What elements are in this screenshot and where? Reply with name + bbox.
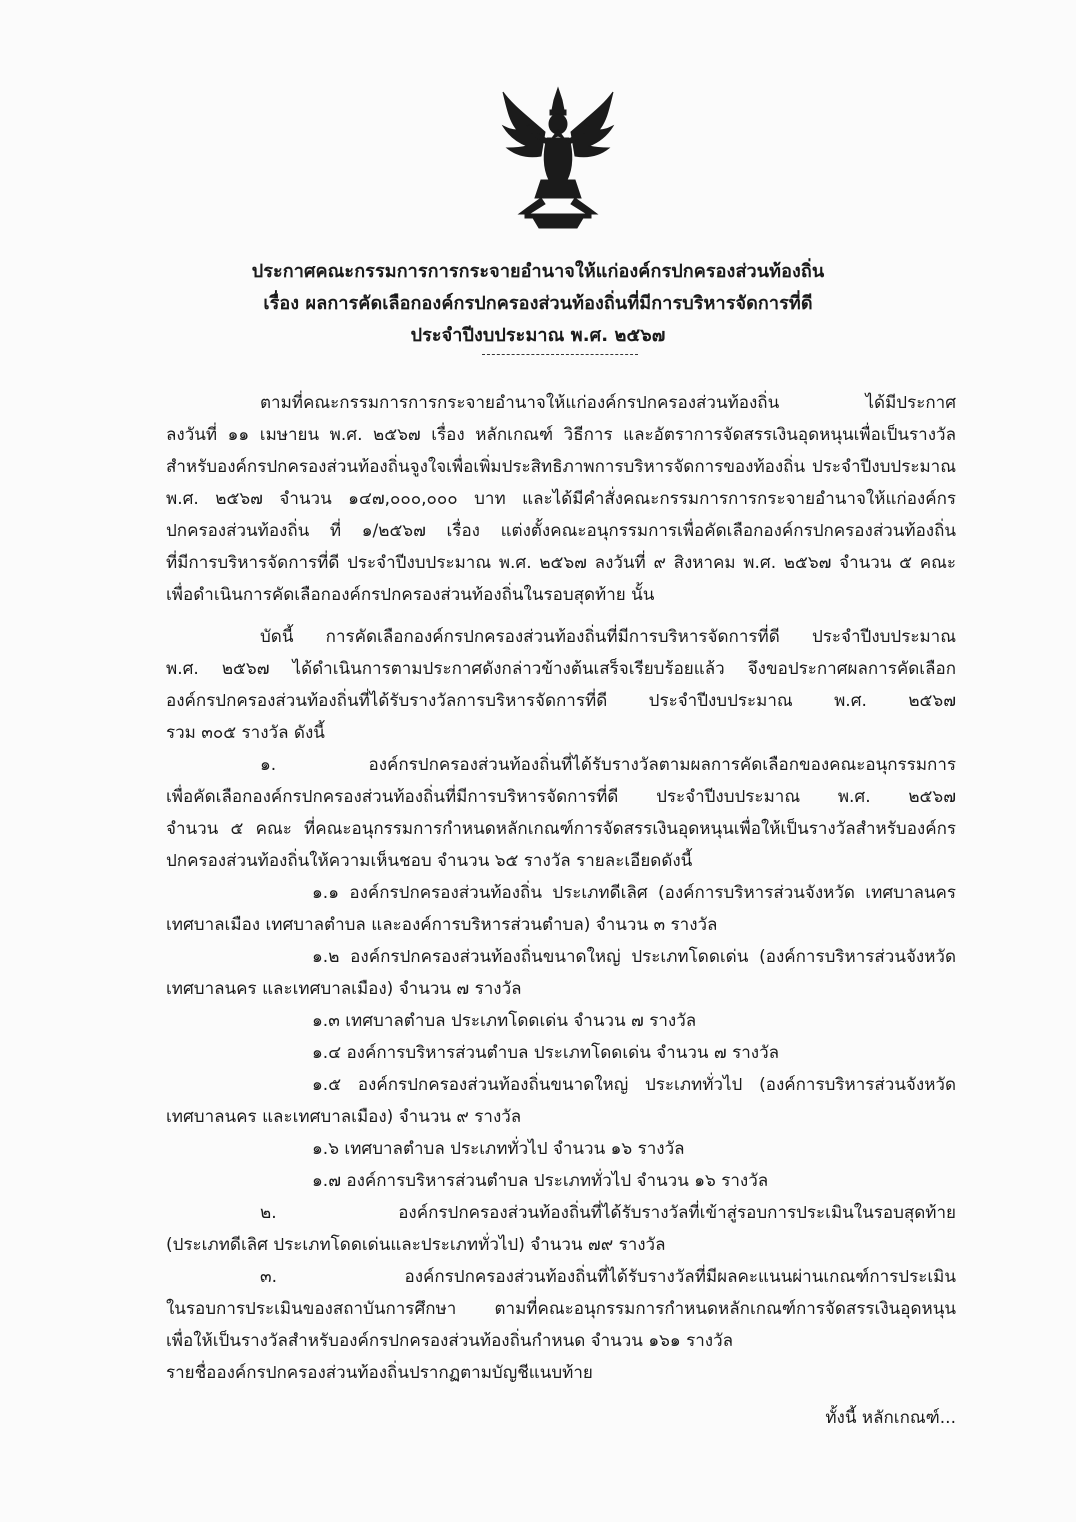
body-line: เพื่อคัดเลือกองค์กรปกครองส่วนท้องถิ่นที่มีการบริหารจัดการที่ดี ประจำปีงบประมาณ พ.ศ. ๒๕๖๗ [166,787,956,807]
body-line: ๑.๒ องค์กรปกครองส่วนท้องถิ่นขนาดใหญ่ ประเภทโดดเด่น (องค์การบริหารส่วนจังหวัด [312,947,956,967]
body-line: (ประเภทดีเลิศ ประเภทโดดเด่นและประเภททั่วไป) จำนวน ๗๙ รางวัล [166,1235,666,1255]
body-line: ปกครองส่วนท้องถิ่นให้ความเห็นชอบ จำนวน ๖๕ รางวัล รายละเอียดดังนี้ [166,851,693,871]
body-line: เทศบาลเมือง เทศบาลตำบล และองค์การบริหารส่วนตำบล) จำนวน ๓ รางวัล [166,915,718,935]
body-line: พ.ศ. ๒๕๖๗ ได้ดำเนินการตามประกาศดังกล่าวข้างต้นเสร็จเรียบร้อยแล้ว จึงขอประกาศผลการคัดเลือก [166,659,956,679]
body-line: ๑. องค์กรปกครองส่วนท้องถิ่นที่ได้รับรางวัลตามผลการคัดเลือกของคณะอนุกรรมการ [260,755,956,775]
body-line: เพื่อให้เป็นรางวัลสำหรับองค์กรปกครองส่วนท้องถิ่นกำหนด จำนวน ๑๖๑ รางวัล [166,1331,734,1351]
body-line: เทศบาลนคร และเทศบาลเมือง) จำนวน ๙ รางวัล [166,1107,522,1127]
title-line-3: ประจำปีงบประมาณ พ.ศ. ๒๕๖๗ [410,325,666,346]
body-line: ๑.๓ เทศบาลตำบล ประเภทโดดเด่น จำนวน ๗ รางวัล [312,1011,697,1031]
body-line: เทศบาลนคร และเทศบาลเมือง) จำนวน ๗ รางวัล [166,979,522,999]
body-line: เพื่อดำเนินการคัดเลือกองค์กรปกครองส่วนท้องถิ่นในรอบสุดท้าย นั้น [166,585,655,605]
body-line: ปกครองส่วนท้องถิ่น ที่ ๑/๒๕๖๗ เรื่อง แต่งตั้งคณะอนุกรรมการเพื่อคัดเลือกองค์กรปกครองส่วนท้องถิ่น [166,521,956,541]
garuda-emblem-icon [497,86,619,231]
title-line-1: ประกาศคณะกรรมการการกระจายอำนาจให้แก่องค์กรปกครองส่วนท้องถิ่น [251,261,825,282]
body-line: บัดนี้ การคัดเลือกองค์กรปกครองส่วนท้องถิ่นที่มีการบริหารจัดการที่ดี ประจำปีงบประมาณ [260,627,956,647]
body-line: ๓. องค์กรปกครองส่วนท้องถิ่นที่ได้รับรางวัลที่มีผลคะแนนผ่านเกณฑ์การประเมิน [260,1267,956,1287]
body-line: องค์กรปกครองส่วนท้องถิ่นที่ได้รับรางวัลการบริหารจัดการที่ดี ประจำปีงบประมาณ พ.ศ. ๒๕๖๗ [166,691,956,711]
body-line: จำนวน ๕ คณะ ที่คณะอนุกรรมการกำหนดหลักเกณฑ์การจัดสรรเงินอุดหนุนเพื่อให้เป็นรางวัลสำหรับองค์กร [166,819,956,839]
body-line: ในรอบการประเมินของสถาบันการศึกษา ตามที่คณะอนุกรรมการกำหนดหลักเกณฑ์การจัดสรรเงินอุดหนุน [166,1299,956,1319]
body-line: ลงวันที่ ๑๑ เมษายน พ.ศ. ๒๕๖๗ เรื่อง หลักเกณฑ์ วิธีการ และอัตราการจัดสรรเงินอุดหนุนเพื่อเป็นรางวัล [166,425,956,445]
body-line: รวม ๓๐๕ รางวัล ดังนี้ [166,723,325,743]
title-separator [482,354,638,355]
body-line: ที่มีการบริหารจัดการที่ดี ประจำปีงบประมาณ พ.ศ. ๒๕๖๗ ลงวันที่ ๙ สิงหาคม พ.ศ. ๒๕๖๗ จำนวน ๕ คณะ [166,553,956,573]
body-line: รายชื่อองค์กรปกครองส่วนท้องถิ่นปรากฏตามบัญชีแนบท้าย [166,1363,593,1383]
body-line: พ.ศ. ๒๕๖๗ จำนวน ๑๔๗,๐๐๐,๐๐๐ บาท และได้มีคำสั่งคณะกรรมการการกระจายอำนาจให้แก่องค์กร [166,489,956,509]
body-line: สำหรับองค์กรปกครองส่วนท้องถิ่นจูงใจเพื่อเพิ่มประสิทธิภาพการบริหารจัดการของท้องถิ่น ประจำปีงบประมาณ [166,457,956,477]
page-continuation: ทั้งนี้ หลักเกณฑ์... [825,1408,956,1428]
body-line: ๑.๑ องค์กรปกครองส่วนท้องถิ่น ประเภทดีเลิศ (องค์การบริหารส่วนจังหวัด เทศบาลนคร [312,883,956,903]
body-line: ตามที่คณะกรรมการการกระจายอำนาจให้แก่องค์กรปกครองส่วนท้องถิ่น ได้มีประกาศ [260,393,956,413]
body-line: ๑.๖ เทศบาลตำบล ประเภททั่วไป จำนวน ๑๖ รางวัล [312,1139,685,1159]
title-line-2: เรื่อง ผลการคัดเลือกองค์กรปกครองส่วนท้องถิ่นที่มีการบริหารจัดการที่ดี [263,293,813,314]
body-line: ๑.๔ องค์การบริหารส่วนตำบล ประเภทโดดเด่น จำนวน ๗ รางวัล [312,1043,780,1063]
body-line: ๒. องค์กรปกครองส่วนท้องถิ่นที่ได้รับรางวัลที่เข้าสู่รอบการประเมินในรอบสุดท้าย [260,1203,956,1223]
body-line: ๑.๗ องค์การบริหารส่วนตำบล ประเภททั่วไป จำนวน ๑๖ รางวัล [312,1171,769,1191]
body-line: ๑.๕ องค์กรปกครองส่วนท้องถิ่นขนาดใหญ่ ประเภททั่วไป (องค์การบริหารส่วนจังหวัด [312,1075,956,1095]
